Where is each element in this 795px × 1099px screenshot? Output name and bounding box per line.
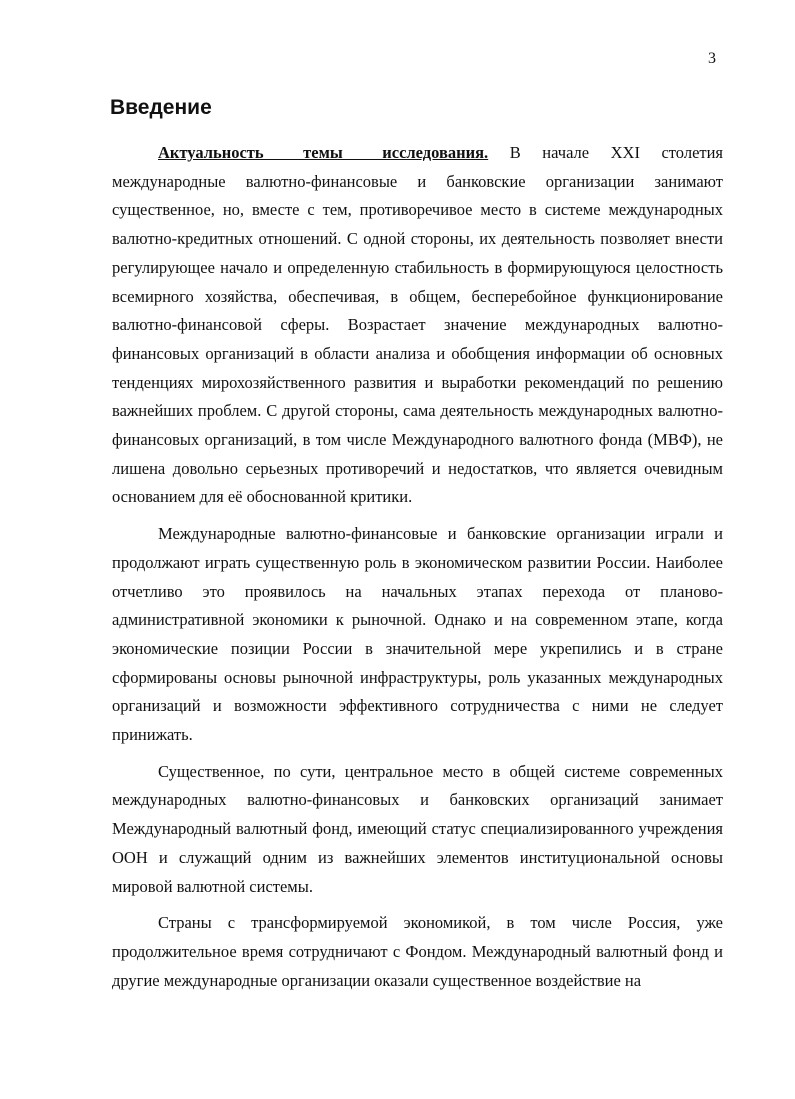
paragraph-2: Международные валютно-финансовые и банковские организации играли и продолжают играть существенную роль в экономическом развитии России. Наиболее отчетливо это проявилось на начальных этапах перехода от планово-административной экономики к рыночной. Однако и на современном этапе, когда экономические позиции России в значительной мере укрепились и в стране сформированы основы рыночной инфраструктуры, роль указанных международных организаций и возможности эффективного сотрудничества с ними не следует принижать. [112, 524, 723, 745]
paragraph-3: Существенное, по сути, центральное место в общей системе современных международных валютно-финансовых и банковских организаций занимает Международный валютный фонд, имеющий статус специализированного учреждения ООН и служащий одним из важнейших элементов институциональной основы мировой валютной системы. [112, 761, 723, 896]
body-text [112, 139, 723, 995]
lead-phrase: Актуальность темы исследования. [158, 143, 489, 162]
paragraph-1 [112, 139, 723, 512]
page-number: 3 [708, 50, 716, 67]
section-heading: Введение [110, 96, 212, 119]
paragraph-1-text: В начале XXI столетия международные валютно-финансовые и банковские организации занимают существенное, но, вместе с тем, противоречивое место в системе международных валютно-кредитных отношений. С одной стороны, их деятельность позволяет внести регулирующее начало и определенную стабильность в формирующуюся целостность всемирного хозяйства, обеспечивая, в общем, бесперебойное функционирование валютно-финансовой сферы. Возрастает значение международных валютно-финансовых организаций в области анализа и обобщения информации об основных тенденциях мирохозяйственного развития и выработки рекомендаций по решению важнейших проблем. С другой стороны, сама деятельность международных валютно-финансовых организаций, в том числе Международного валютного фонда (МВФ), не лишена довольно серьезных противоречий и недостатков, что является очевидным основанием для её обоснованной критики. [112, 143, 724, 507]
paragraph-4: Страны с трансформируемой экономикой, в том числе Россия, уже продолжительное время сотрудничают с Фондом. Международный валютный фонд и другие международные организации оказали существенное воздействие на [112, 913, 723, 990]
